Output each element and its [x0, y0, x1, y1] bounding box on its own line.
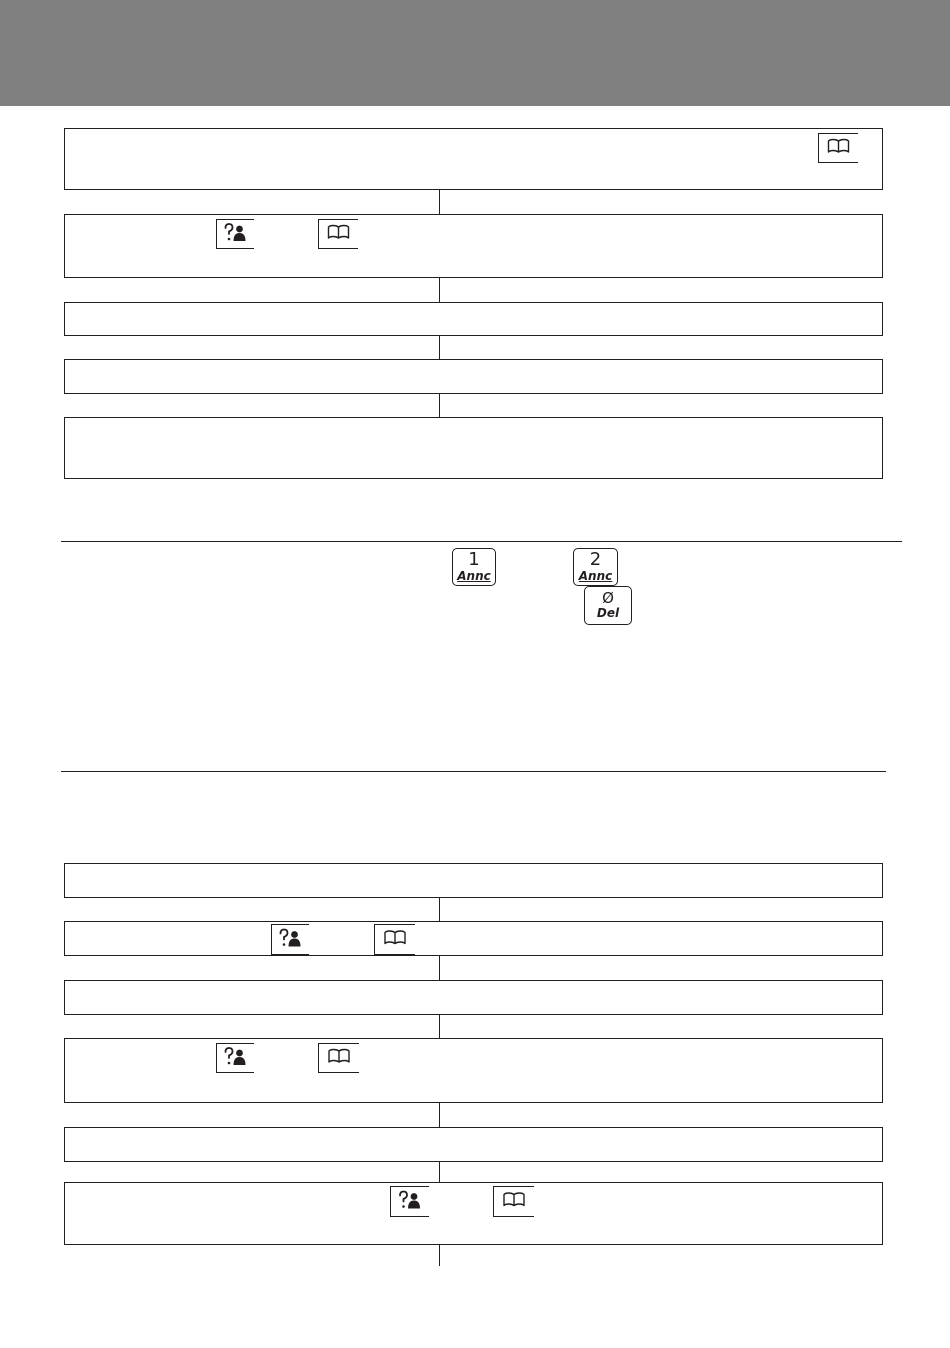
phonebook-book-icon [494, 1187, 534, 1216]
button-2-digit: 2 [589, 549, 602, 570]
section-divider-top [61, 541, 902, 542]
caller-id-question-person-icon [391, 1187, 429, 1216]
phonebook-key [318, 219, 358, 249]
flow1-step-2 [64, 214, 883, 278]
phonebook-book-icon [819, 134, 858, 162]
flow2-connector [439, 956, 440, 980]
phonebook-book-icon [319, 1044, 359, 1072]
flow2-step-4 [64, 1038, 883, 1103]
section-divider-bottom [61, 771, 886, 772]
flow1-connector [439, 190, 440, 214]
flow2-connector [439, 1162, 440, 1182]
flow2-connector [439, 898, 440, 921]
button-0-label: Del [596, 606, 620, 620]
caller-id-question-person-icon [272, 925, 309, 954]
phonebook-key [318, 1043, 359, 1073]
flow1-step-1 [64, 128, 883, 190]
phonebook-key [374, 924, 415, 955]
flow2-connector [439, 1245, 440, 1266]
flow1-connector [439, 394, 440, 417]
button-1-digit: 1 [468, 549, 480, 570]
phonebook-key [818, 133, 858, 163]
flow2-connector [439, 1015, 440, 1038]
button-0-digit: Ø [602, 589, 614, 607]
flow1-step-4 [64, 359, 883, 394]
flow2-step-1 [64, 863, 883, 898]
phonebook-book-icon [319, 220, 358, 248]
flow1-step-5 [64, 417, 883, 479]
flow1-connector [439, 336, 440, 359]
caller-id-key [216, 219, 254, 249]
caller-id-question-person-icon [217, 1044, 254, 1072]
flow2-connector [439, 1103, 440, 1127]
caller-id-key [271, 924, 309, 955]
flow1-step-3 [64, 302, 883, 336]
flow1-connector [439, 278, 440, 302]
button-2-annc [573, 548, 618, 586]
header-bar [0, 0, 950, 106]
phonebook-book-icon [375, 925, 415, 954]
phonebook-key [493, 1186, 534, 1217]
button-2-label: Annc [578, 569, 613, 583]
caller-id-key [216, 1043, 254, 1073]
caller-id-question-person-icon [217, 220, 254, 248]
caller-id-key [390, 1186, 429, 1217]
flow2-step-5 [64, 1127, 883, 1162]
flow2-step-3 [64, 980, 883, 1015]
flow2-step-2 [64, 921, 883, 956]
button-0-del [584, 586, 632, 625]
flow2-step-6 [64, 1182, 883, 1245]
button-1-label: Annc [457, 569, 491, 583]
button-1-annc [452, 548, 496, 586]
